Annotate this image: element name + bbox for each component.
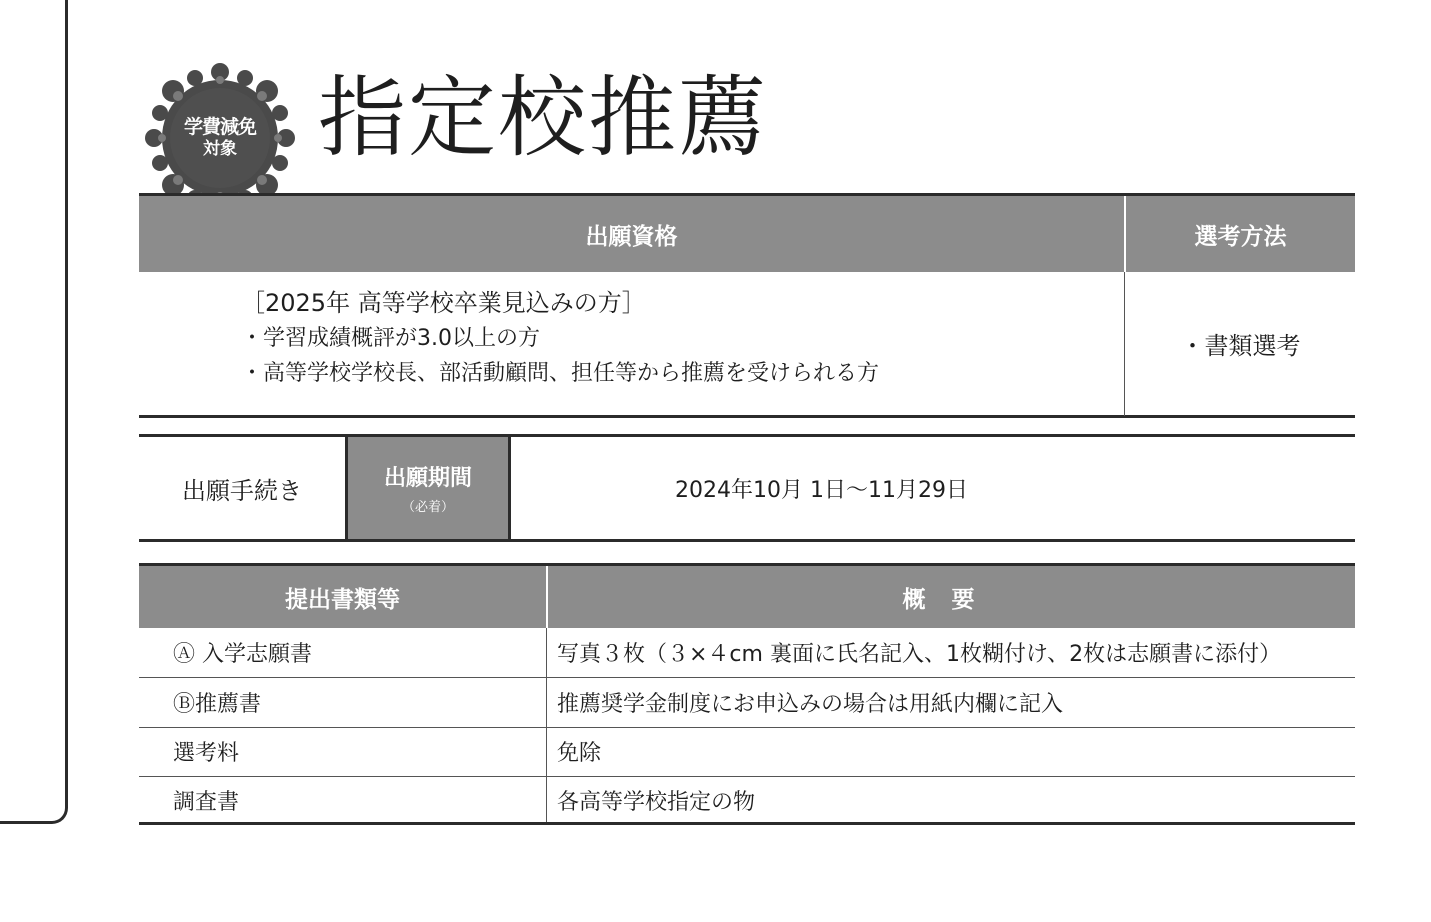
header-documents: 提出書類等 (285, 586, 400, 613)
table-row (139, 678, 1355, 728)
qualification-title: ［2025年 高等学校卒業見込みの方］ (241, 289, 646, 317)
documents-table (139, 563, 1355, 825)
period-title: 出願期間 (383, 466, 472, 491)
period-note: （必着） (401, 500, 454, 515)
badge-label: 学費減免 (183, 116, 256, 139)
document-summary: 各高等学校指定の物 (557, 790, 756, 815)
header-summary: 概要 (902, 586, 1001, 613)
application-procedure-table (139, 434, 1355, 542)
table-row (139, 628, 1355, 678)
page-title: 指定校推薦 (318, 66, 769, 169)
qualification-item: ・高等学校学校長、部活動顧問、担任等から推薦を受けられる方 (241, 360, 880, 386)
document-item: Ⓑ推薦書 (173, 692, 262, 717)
column-divider (1124, 272, 1125, 416)
badge-sub-label: 対象 (203, 139, 237, 160)
document-item: 選考料 (173, 741, 240, 766)
qualification-table-header (139, 196, 1355, 272)
header-qualification: 出願資格 (585, 223, 678, 250)
qualification-content (241, 290, 879, 396)
documents-table-header (139, 566, 1355, 628)
document-summary: 写真３枚（３×４cm 裏面に氏名記入、1枚糊付け、2枚は志願書に添付） (557, 642, 1282, 667)
procedure-label: 出願手続き (182, 476, 302, 505)
document-item: 調査書 (173, 790, 240, 815)
table-row (139, 727, 1355, 777)
selection-method: ・書類選考 (1180, 332, 1301, 360)
qualification-table (139, 193, 1355, 418)
document-summary: 推薦奨学金制度にお申込みの場合は用紙内欄に記入 (557, 692, 1064, 717)
document-item: Ⓐ 入学志願書 (173, 642, 312, 667)
document-summary: 免除 (557, 741, 602, 766)
table-row (139, 776, 1355, 825)
header-selection-method: 選考方法 (1194, 223, 1287, 250)
application-period-header (345, 437, 511, 539)
page-frame (0, 0, 68, 824)
qualification-item: ・学習成績概評が3.0以上の方 (241, 325, 540, 351)
period-value: 2024年10月 1日～11月29日 (675, 477, 968, 503)
